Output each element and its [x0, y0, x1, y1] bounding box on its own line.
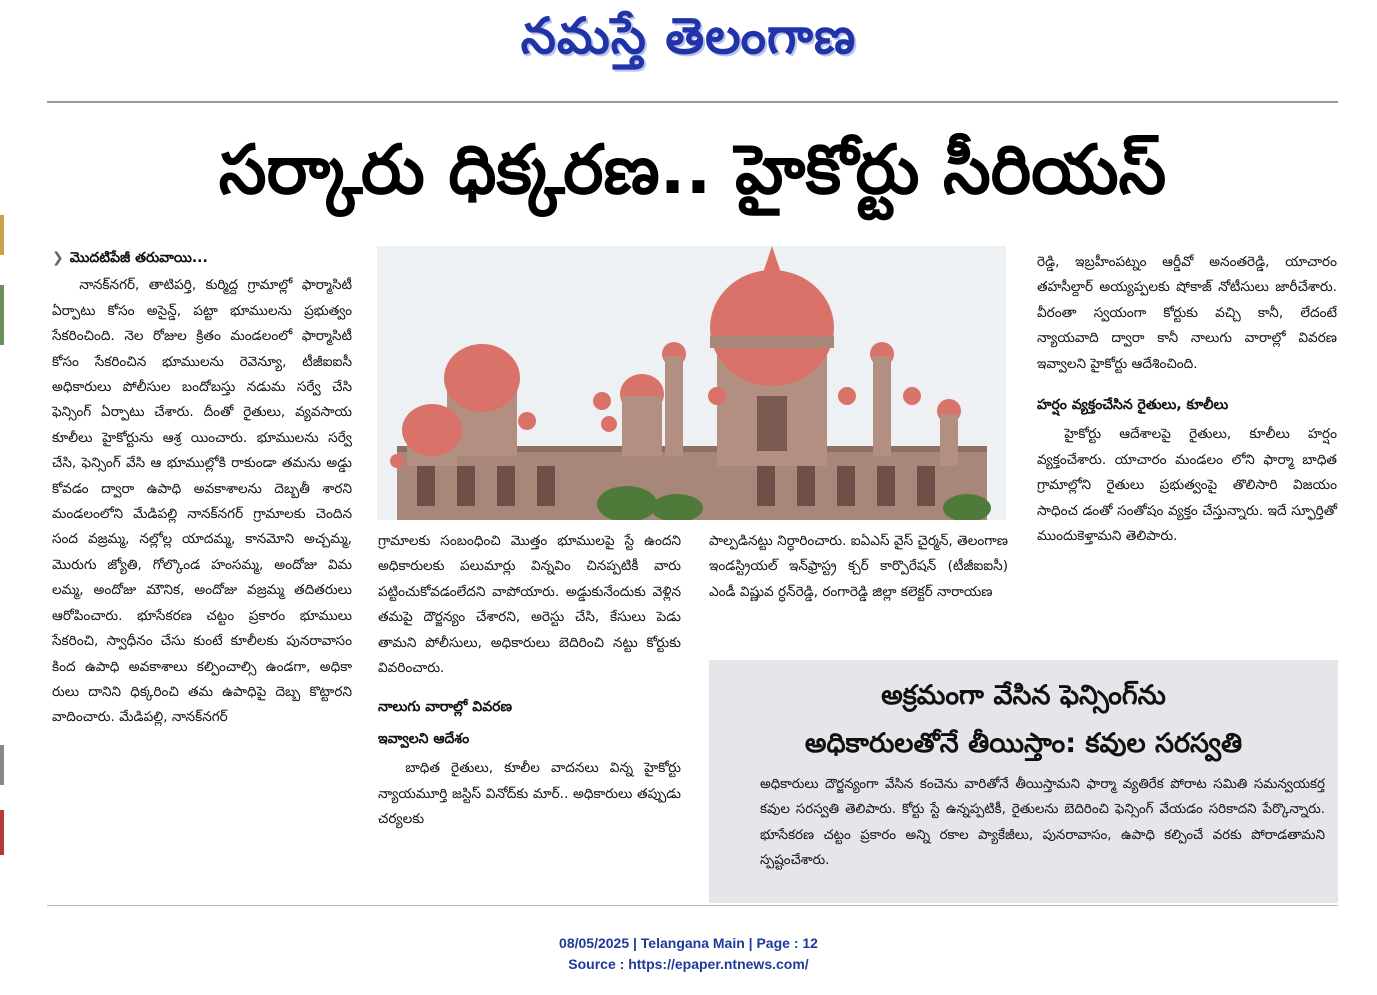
page-footer	[0, 933, 1377, 975]
chevron-right-icon: ❯	[52, 250, 64, 266]
boxed-story-text: అధికారులు దౌర్జన్యంగా వేసిన కంచెను వారితోనే తీయిస్తామని ఫార్మా వ్యతిరేక పోరాట సమితి సమన్వయకర్త కవుల సరస్వతి తెలిపారు. కోర్టు స్టే ఉన్నప్పటికీ, రైతులను బెదిరించి ఫెన్సింగ్‌ వేయడం సరికాదని పేర్కొన్నారు. భూసేకరణ చట్టం ప్రకారం అన్ని రకాల ప్యాకేజీలు, పునరావాసం, ఉపాధి కల్పించే వరకు పోరాడతామని స్పష్టంచేశారు.	[760, 777, 1325, 869]
column-2-text: గ్రామాలకు సంబంధించి మొత్తం భూములపై స్టే ఉందని అధికారులకు పలుమార్లు విన్నవిం చినప్పటికీ వారు పట్టించుకోవడంలేదని వాపోయారు. అడ్డుకునేందుకు వెళ్లిన తమపై దౌర్జన్యం చేశారని, అరెస్టు చేసి, కేసులు పెడు తామని పోలీసులు, అధికారులు బెదిరించి నట్టు కోర్టుకు వివరించారు.	[378, 533, 681, 677]
boxed-headline-line-1: అక్రమంగా వేసిన ఫెన్సింగ్‌ను	[881, 680, 1166, 711]
kicker-text: మొదటిపేజీ తరువాయి...	[69, 250, 208, 266]
masthead-title: నమస్తే తెలంగాణ	[520, 6, 857, 65]
left-page-edge	[0, 215, 4, 915]
article-column-2	[378, 529, 681, 832]
subheading-order: ఇవ్వాలని ఆదేశం	[378, 730, 470, 747]
column-2-text-2: బాధిత రైతులు, కూలీల వాదనలు విన్న హైకోర్టు న్యాయమూర్తి జస్టిస్‌ వినోద్‌కు మార్‌.. అధికారులు తప్పుడు చర్యలకు	[378, 760, 681, 828]
subheading-four-weeks: నాలుగు వారాల్లో వివరణ	[378, 699, 513, 716]
column-4-text-2: హైకోర్టు ఆదేశాలపై రైతులు, కూలీలు హర్షం వ్యక్తంచేశారు. యాచారం మండలం లోని ఫార్మా బాధిత గ్రామాల్లోని రైతులు ప్రభుత్వంపై తొలిసారి విజయం సాధించ డంతో సంతోషం వ్యక్తం చేస్తున్నారు. ఇదే స్ఫూర్తితో ముందుకెళ్తామని తెలిపారు.	[1037, 426, 1337, 545]
article-column-1	[52, 246, 352, 731]
column-1-text: నానక్‌నగర్‌, తాటిపర్తి, కుర్మిద్ద గ్రామాల్లో ఫార్మాసిటీ ఏర్పాటు కోసం అసైన్డ్‌, పట్టా భూములను ప్రభుత్వం సేకరించింది. నెల రోజుల క్రితం మండలంలో ఫార్మాసిటీ కోసం సేకరించిన భూములను రెవెన్యూ, టీజీఐఐసీ అధికారులు పోలీసుల బందోబస్తు నడుమ సర్వే చేసి ఫెన్సింగ్‌ ఏర్పాటు చేశారు. దీంతో రైతులు, వ్యవసాయ కూలీలు హైకోర్టును ఆశ్ర యించారు. భూములను సర్వే చేసి, ఫెన్సింగ్‌ వేసి ఆ భూముల్లోకి రాకుండా తమను అడ్డు కోవడం ద్వారా ఉపాధి అవకాశాలను దెబ్బతీ శారని మండలంలోని మేడిపల్లి నానక్‌నగర్‌ గ్రామాలకు చెందిన సంద వజ్రమ్మ, నల్లోల్ల యాదమ్మ, కానమోని అచ్చమ్మ, మొరుగు జ్యోతి, గోల్కొండ హంసమ్మ, అందోజు విమ లమ్మ, అందోజు మౌనిక, అందోజు వజ్రమ్మ తదితరులు ఆరోపించారు. భూసేకరణ చట్టం ప్రకారం భూములు సేకరించి, స్వాధీనం చేసు కుంటే కూలీలకు పునరావాసం కింద ఉపాధి అవకాశాలు కల్పించాల్సి ఉండగా, అధికా రులు దానిని ధిక్కరించి తమ ఉపాధిపై దెబ్బ కొట్టారని వాదించారు. మేడిపల్లి, నానక్‌నగర్‌	[52, 277, 352, 726]
headline: సర్కారు ధిక్కరణ.. హైకోర్టు సీరియస్‌	[218, 131, 1167, 210]
bottom-rule	[47, 905, 1338, 906]
article-column-4	[1037, 250, 1337, 549]
column-3-text: పాల్పడినట్టు నిర్ధారించారు. ఐఏఎస్‌ వైస్‌ చైర్మన్‌, తెలంగాణ ఇండస్ట్రియల్‌ ఇన్‌ఫ్రాస్ట్ర క్చర్‌ కార్పొరేషన్‌ (టీజీఐఐసీ) ఎండీ విష్ణువ ర్ధన్‌రెడ్డి, రంగారెడ్డి జిల్లా కలెక్టర్‌ నారాయణ	[709, 533, 1008, 600]
subheading-farmers-happy: హర్షం వ్యక్తంచేసిన రైతులు, కూలీలు	[1037, 397, 1229, 414]
column-4-text: రెడ్డి, ఇబ్రహీంపట్నం ఆర్డీవో అనంతరెడ్డి, యాచారం తహసీల్దార్‌ అయ్యప్పలకు షోకాజ్‌ నోటీసులు జారీచేశారు. వీరంతా స్వయంగా కోర్టుకు వచ్చి కానీ, లేదంటే న్యాయవాది ద్వారా కానీ నాలుగు వారాల్లో వివరణ ఇవ్వాలని హైకోర్టు ఆదేశించింది.	[1037, 254, 1337, 372]
continuation-kicker	[52, 246, 352, 271]
footer-source: Source : https://epaper.ntnews.com/	[568, 956, 809, 972]
article-column-3	[709, 529, 1008, 605]
boxed-story-headline	[709, 672, 1338, 768]
masthead-rule	[47, 101, 1338, 103]
footer-date-page: 08/05/2025 | Telangana Main | Page : 12	[559, 935, 818, 951]
boxed-headline-line-2: అధికారులతోనే తీయిస్తాం: కవుల సరస్వతి	[804, 728, 1243, 759]
high-court-photo	[377, 246, 1006, 520]
